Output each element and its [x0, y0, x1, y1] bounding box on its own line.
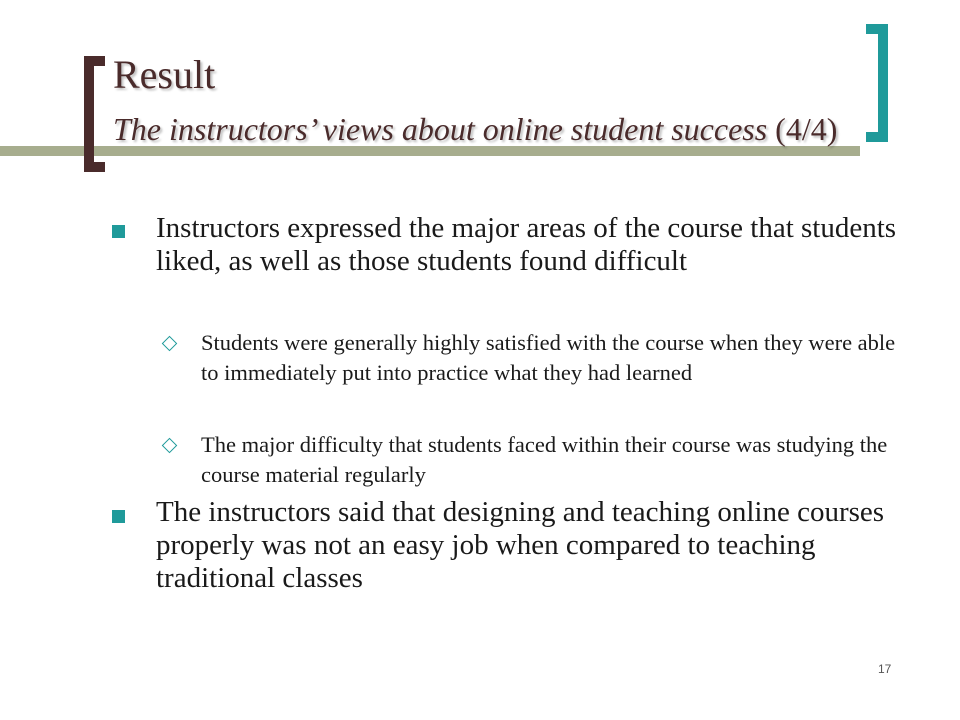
right-bracket-decoration	[866, 24, 888, 142]
left-bracket-decoration	[84, 56, 105, 172]
subtitle-italic: The instructors’ views about online student success	[113, 111, 768, 147]
subtitle-suffix: (4/4)	[775, 111, 838, 147]
square-bullet-icon	[112, 225, 125, 238]
diamond-bullet-icon	[162, 336, 178, 352]
diamond-bullet-icon	[162, 438, 178, 454]
page-number: 17	[878, 662, 892, 676]
title-rule-gap	[876, 146, 960, 156]
slide-subtitle	[113, 112, 837, 146]
square-bullet-icon	[112, 510, 125, 523]
bullet-item: Instructors expressed the major areas of the course that students liked, as well as those students found difficult	[156, 212, 897, 277]
sub-bullet-item: Students were generally highly satisfied with the course when they were able to immediately put into practice what they had learned	[201, 330, 896, 385]
title-rule	[0, 146, 860, 156]
bullet-item: The instructors said that designing and teaching online courses properly was not an easy job when compared to teaching traditional classes	[156, 496, 885, 594]
sub-bullet-item: The major difficulty that students faced within their course was studying the course material regularly	[201, 432, 888, 487]
slide-title: Result	[113, 52, 216, 97]
